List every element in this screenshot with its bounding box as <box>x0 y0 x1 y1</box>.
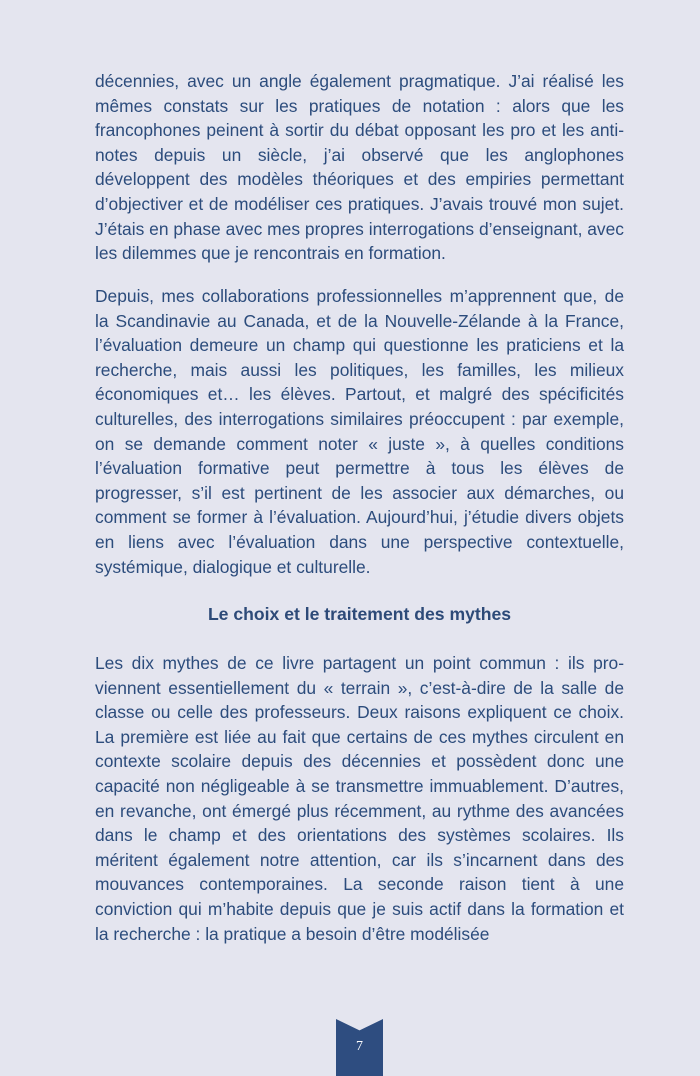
body-paragraph-1: décennies, avec un angle également pragmatique. J’ai réalisé les mêmes constats sur les pratiques de notation : alors que les francophones peinent à sortir du débat opposant les pro et les anti-notes depuis un siècle, j’ai observé que les anglophones développent des modèles théoriques et des empiries permettant d’objectiver et de modéliser ces pratiques. J’avais trouvé mon sujet. J’étais en phase avec mes propres interrogations d’enseignant, avec les dilemmes que je rencontrais en formation. <box>95 71 624 264</box>
body-paragraph-2: Depuis, mes collaborations professionnelles m’apprennent que, de la Scandinavie au Canada, et de la Nouvelle-Zélande à la France, l’évaluation demeure un champ qui questionne les praticiens et la recherche, mais aussi les politiques, les familles, les milieux économiques et… les élèves. Partout, et malgré des spécificités culturelles, des interrogations similaires préoccupent : par exemple, on se demande comment noter « juste », à quelles conditions l’évaluation formative peut permettre à tous les élèves de progresser, s’il est pertinent de les associer aux démarches, ou comment se former à l’évaluation. Aujourd’hui, j’étudie divers objets en liens avec l’évaluation dans une perspective contextuelle, systémique, dialogique et culturelle. <box>95 286 624 577</box>
section-heading: Le choix et le traitement des mythes <box>207 604 512 624</box>
page-number: 7 <box>356 1039 363 1054</box>
body-paragraph-3: Les dix mythes de ce livre partagent un point commun : ils proviennent essentiellement du « terrain », c’est-à-dire de la salle de classe ou celle des professeurs. Deux raisons expliquent ce choix. La première est liée au fait que certains de ces mythes circulent en contexte scolaire depuis des décennies et possèdent donc une capacité non négligeable à se transmettre immuablement. D’autres, en revanche, ont émergé plus récemment, au rythme des avancées dans le champ et des orientations des systèmes scolaires. Ils méritent également notre attention, car ils s’incarnent dans des mouvances contemporaines. La seconde raison tient à une conviction qui m’habite depuis que je suis actif dans la formation et la recherche : la pratique a besoin d’être modélisée <box>95 653 624 944</box>
